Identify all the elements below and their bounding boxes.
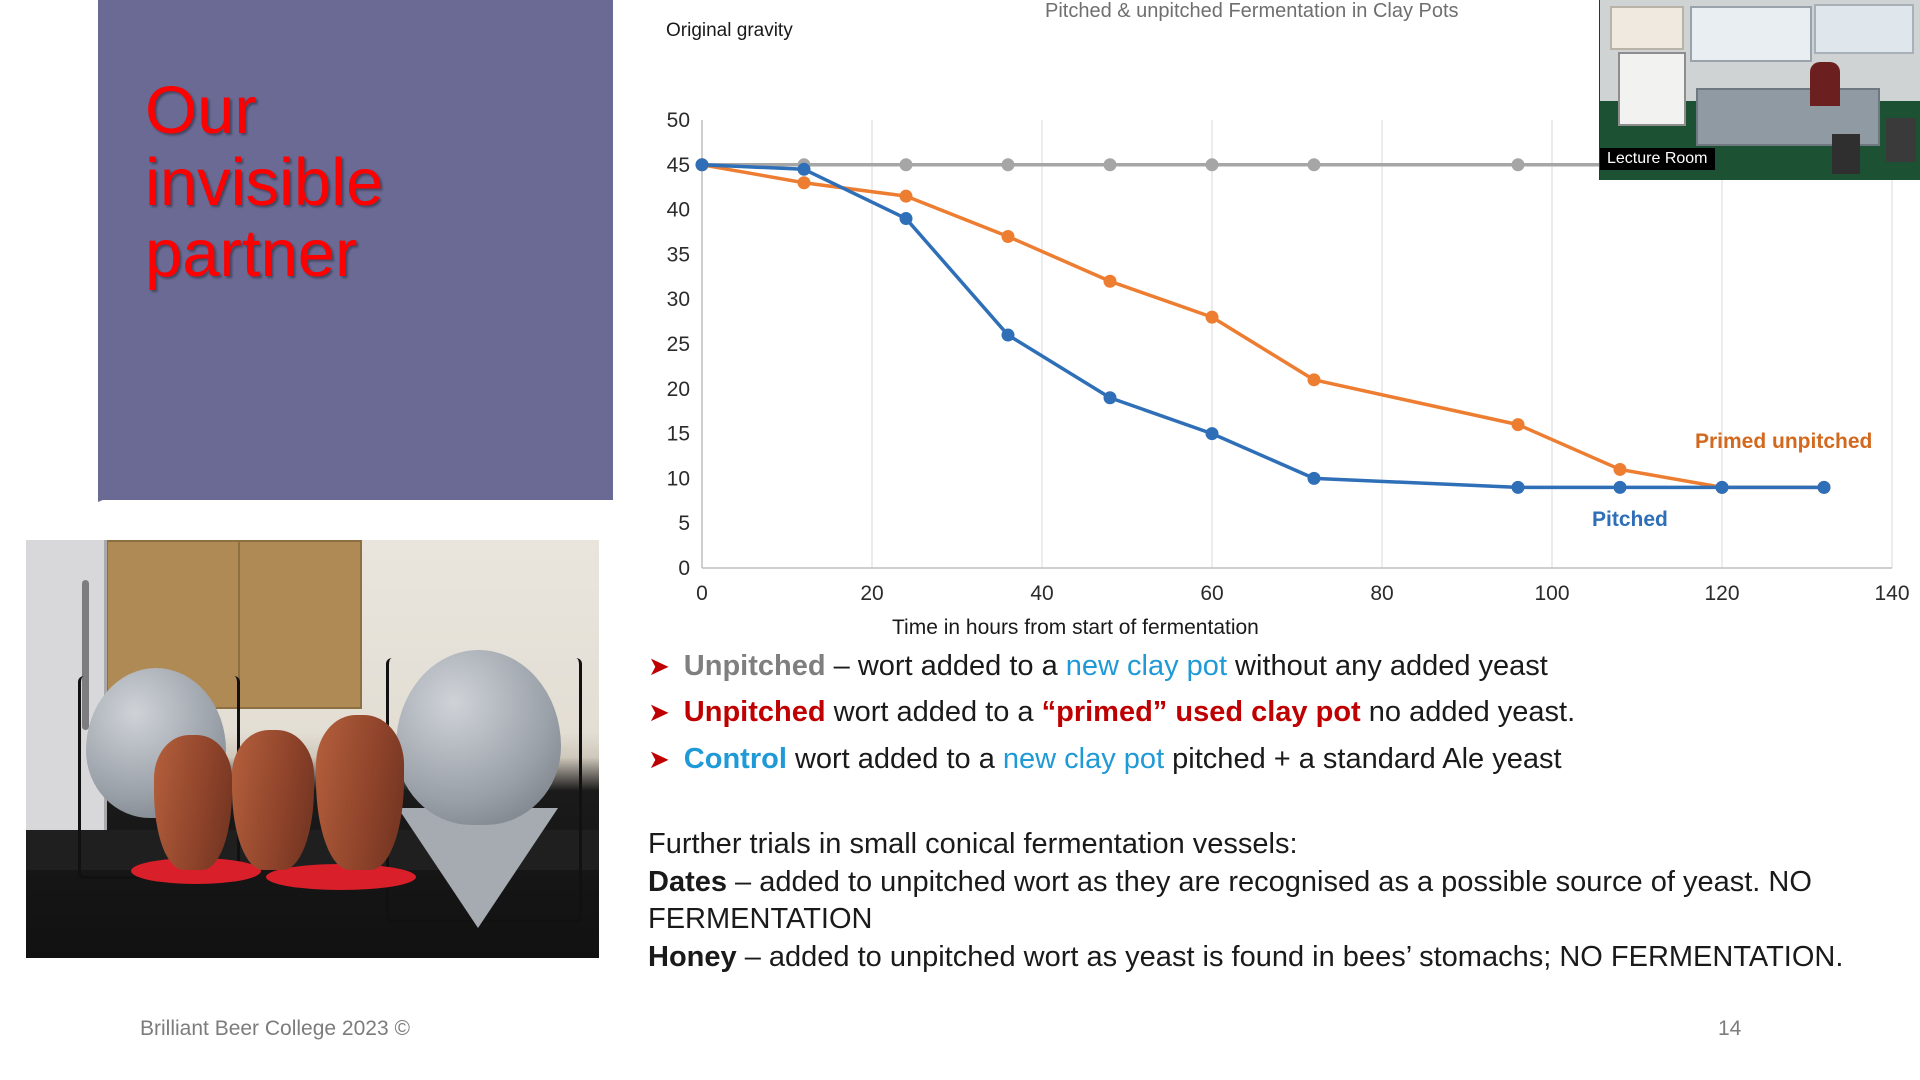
series-label-primed-unpitched: Primed unpitched bbox=[1695, 430, 1873, 453]
paragraph-line-1: Further trials in small conical fermentation vessels: bbox=[648, 828, 1298, 860]
bullet-segment: – wort added to a bbox=[825, 650, 1066, 682]
photo-clay-pot-3 bbox=[316, 715, 404, 870]
bullet-text bbox=[684, 741, 1562, 777]
paragraph-line-3 bbox=[648, 939, 1878, 977]
chart-y-tick-label: 0 bbox=[678, 557, 690, 580]
bullet-arrow-icon: ➤ bbox=[648, 697, 670, 728]
bullet-arrow-icon: ➤ bbox=[648, 651, 670, 681]
bullet-segment: pitched + a standard Ale yeast bbox=[1164, 742, 1562, 775]
series-label-pitched: Pitched bbox=[1592, 508, 1668, 531]
chart-x-tick-label: 40 bbox=[1030, 582, 1054, 605]
chart-x-axis-label: Time in hours from start of fermentation bbox=[892, 616, 1259, 639]
chart-y-tick-label: 15 bbox=[666, 422, 690, 446]
honey-rest: – added to unpitched wort as yeast is found in bees’ stomachs; NO FERMENTATION. bbox=[736, 941, 1844, 974]
bullet-segment: no added yeast. bbox=[1360, 696, 1576, 729]
bullet-text bbox=[684, 648, 1548, 684]
bullet-item-1 bbox=[648, 648, 1913, 684]
footer-credit: Brilliant Beer College 2023 © bbox=[140, 1017, 410, 1040]
chart-data-point bbox=[1206, 158, 1219, 171]
further-trials-paragraph bbox=[648, 826, 1878, 977]
title-line-2: invisible bbox=[145, 144, 384, 220]
photo-cabinet-right bbox=[238, 540, 362, 709]
chart-y-tick-label: 45 bbox=[666, 153, 690, 177]
chart-y-tick-label: 5 bbox=[678, 512, 690, 536]
bullet-segment: without any added yeast bbox=[1227, 650, 1548, 682]
slide-number: 14 bbox=[1718, 1017, 1742, 1040]
paragraph-line-2 bbox=[648, 864, 1878, 939]
chart-x-tick-label: 0 bbox=[696, 582, 708, 605]
left-column bbox=[0, 0, 613, 1080]
webcam-person bbox=[1810, 62, 1840, 106]
chart-y-tick-label: 25 bbox=[666, 333, 690, 356]
chart-title: Pitched & unpitched Fermentation in Clay Pots bbox=[1045, 0, 1459, 22]
bullet-segment: Unpitched bbox=[683, 696, 826, 729]
chart-y-tick-label: 20 bbox=[666, 377, 690, 401]
bullet-segment: new clay pot bbox=[1065, 650, 1227, 682]
chart-data-point bbox=[1512, 418, 1525, 431]
photo-conical-base bbox=[398, 808, 558, 928]
chart-data-point bbox=[1308, 472, 1321, 485]
honey-lead: Honey bbox=[648, 941, 737, 974]
bullet-item-2 bbox=[648, 694, 1913, 730]
chart-y-axis-label: Original gravity bbox=[666, 20, 793, 41]
bullet-segment: wort added to a bbox=[825, 696, 1042, 729]
chart-data-point bbox=[1206, 427, 1219, 440]
chart-line-primed-unpitched bbox=[702, 165, 1824, 488]
chart-y-tick-label: 50 bbox=[666, 109, 690, 132]
webcam-chair-2 bbox=[1832, 134, 1860, 174]
photo-clay-pot-2 bbox=[232, 730, 314, 870]
chart-data-point bbox=[696, 158, 709, 171]
chart-line-pitched bbox=[702, 165, 1824, 488]
chart-data-point bbox=[1512, 158, 1525, 171]
chart-data-point bbox=[798, 176, 811, 189]
webcam-screen-left bbox=[1690, 6, 1812, 62]
webcam-chair-1 bbox=[1886, 118, 1916, 162]
chart-data-point bbox=[900, 212, 913, 225]
chart-y-tick-label: 35 bbox=[666, 243, 690, 267]
webcam-flipchart bbox=[1618, 52, 1686, 126]
clay-pots-photo bbox=[26, 540, 599, 958]
chart-data-point bbox=[1308, 373, 1321, 386]
chart-data-point bbox=[1512, 481, 1525, 494]
chart-data-point bbox=[1104, 391, 1117, 404]
chart-data-point bbox=[798, 163, 811, 176]
chart-data-point bbox=[1002, 158, 1015, 171]
webcam-label: Lecture Room bbox=[1600, 148, 1715, 170]
chart-data-point bbox=[900, 190, 913, 203]
bullet-segment: Unpitched bbox=[683, 650, 826, 682]
chart-data-point bbox=[1614, 481, 1627, 494]
bullet-segment: clay pot bbox=[1251, 696, 1361, 729]
chart-x-tick-label: 60 bbox=[1200, 582, 1224, 605]
chart-x-tick-label: 140 bbox=[1874, 582, 1910, 605]
bullet-arrow-icon: ➤ bbox=[648, 743, 670, 774]
page-title bbox=[145, 75, 605, 290]
chart-data-point bbox=[1104, 158, 1117, 171]
chart-data-point bbox=[1002, 230, 1015, 243]
title-line-3: partner bbox=[145, 216, 358, 292]
chart-data-point bbox=[900, 158, 913, 171]
bullet-item-3 bbox=[648, 741, 1913, 777]
dates-lead: Dates bbox=[648, 865, 727, 898]
title-line-1: Our bbox=[145, 73, 257, 148]
bullet-segment: wort added to a bbox=[786, 742, 1003, 775]
dates-rest: – added to unpitched wort as they are recognised as a possible source of yeast. NO FERMENTATION bbox=[648, 865, 1812, 936]
chart-data-point bbox=[1308, 158, 1321, 171]
webcam-picture-frame bbox=[1610, 6, 1684, 50]
chart-y-tick-label: 30 bbox=[666, 288, 690, 312]
chart-x-tick-label: 100 bbox=[1534, 582, 1570, 605]
bullet-segment: new clay pot bbox=[1002, 742, 1165, 775]
chart-x-tick-label: 120 bbox=[1704, 582, 1740, 605]
chart-data-point bbox=[1818, 481, 1831, 494]
chart-data-point bbox=[1614, 463, 1627, 476]
chart-data-point bbox=[1716, 481, 1729, 494]
webcam-screen-right bbox=[1814, 4, 1914, 54]
bullet-list bbox=[648, 648, 1913, 787]
bullet-segment: Control bbox=[683, 742, 787, 775]
photo-clay-pot-1 bbox=[154, 735, 232, 870]
chart-x-tick-label: 20 bbox=[860, 582, 884, 605]
chart-y-tick-label: 40 bbox=[666, 198, 690, 222]
chart-data-point bbox=[1002, 329, 1015, 342]
bullet-text bbox=[684, 694, 1575, 730]
chart-data-point bbox=[1104, 275, 1117, 288]
bullet-segment: “primed” used bbox=[1041, 696, 1252, 729]
title-wave-shape bbox=[98, 380, 613, 520]
webcam-inset[interactable] bbox=[1599, 0, 1920, 180]
chart-x-tick-label: 80 bbox=[1370, 582, 1394, 605]
chart-data-point bbox=[1206, 311, 1219, 324]
chart-y-tick-label: 10 bbox=[666, 467, 690, 491]
